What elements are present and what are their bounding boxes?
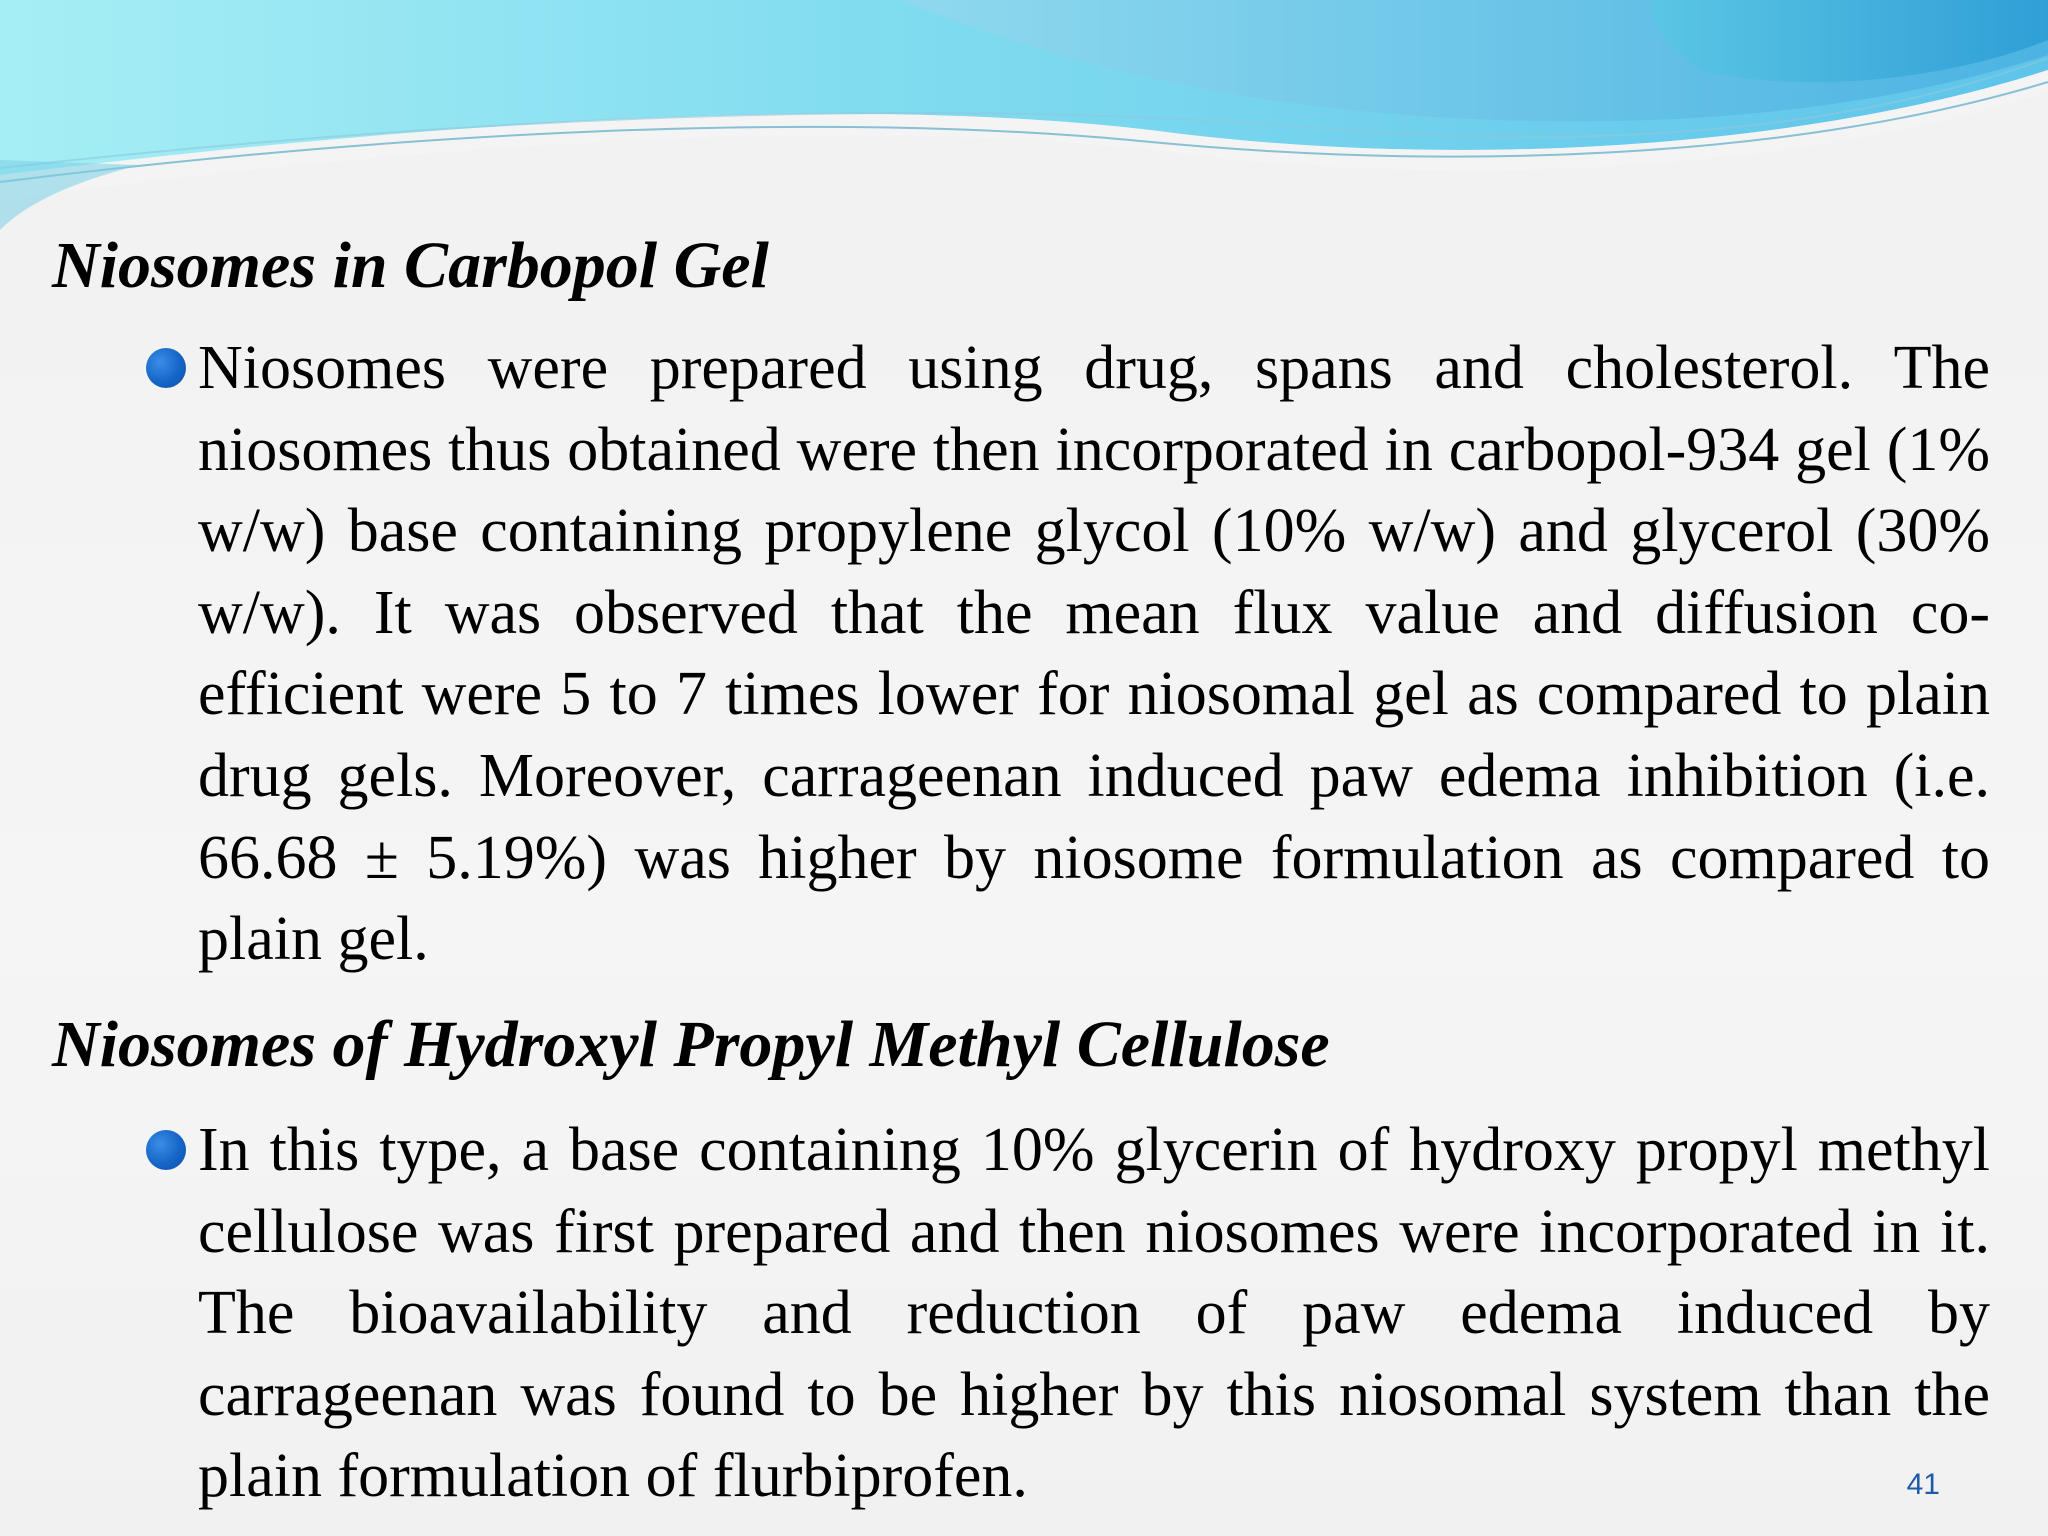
filled-circle-bullet-icon [146,1130,186,1170]
bullet-item-carbopol-gel [198,328,1990,981]
page-number: 41 [1906,1468,1940,1501]
bullet-text-hpmc: In this type, a base containing 10% glycerin of hydroxy propyl methyl cellulose was first prepared and then niosomes were incorporated in it. The bioavailability and reduction of paw edema induced by carrageenan was found to be higher by this niosomal system than the plain formulation of flurbiprofen. [198,1116,1990,1511]
section-heading-carbopol-gel: Niosomes in Carbopol Gel [52,229,769,302]
bullet-item-hpmc [198,1110,1990,1518]
header-wave-decoration [0,0,2048,240]
section-heading-hpmc: Niosomes of Hydroxyl Propyl Methyl Cellulose [52,1008,1330,1081]
filled-circle-bullet-icon [146,348,186,388]
bullet-text-carbopol-gel: Niosomes were prepared using drug, spans and cholesterol. The niosomes thus obtained were then incorporated in carbopol-934 gel (1% w/w) base containing propylene glycol (10% w/w) and glycerol (30% w/w). It was observed that the mean flux value and diffusion co-efficient were 5 to 7 times lower for niosomal gel as compared to plain drug gels. Moreover, carrageenan induced paw edema inhibition (i.e. 66.68 ± 5.19%) was higher by niosome formulation as compared to plain gel. [198,334,1990,974]
